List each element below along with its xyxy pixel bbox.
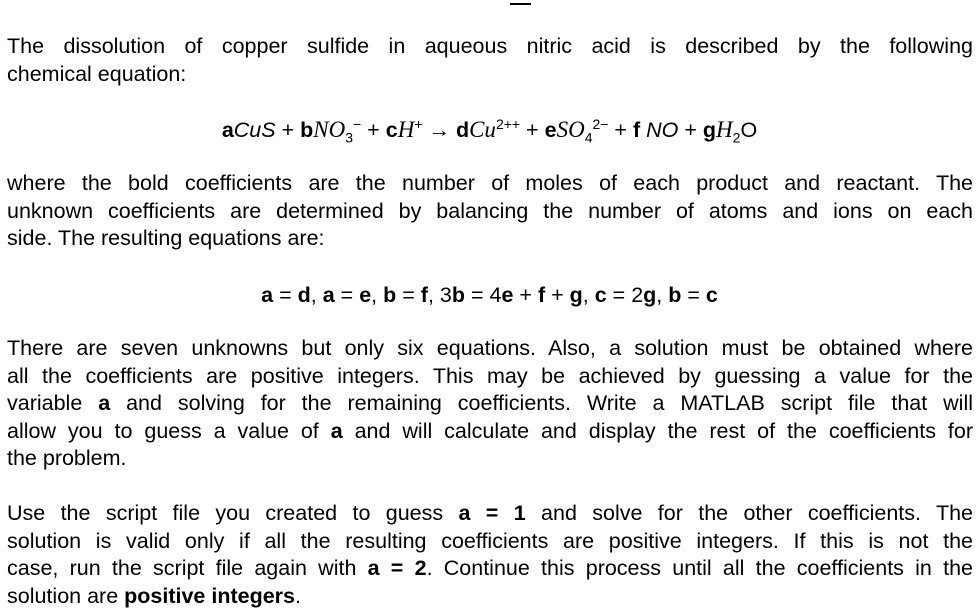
text-run: , — [582, 283, 595, 307]
text-run: case, run the script file again with — [7, 556, 368, 580]
bold-text: a — [261, 283, 274, 307]
paragraph — [7, 170, 973, 253]
text-line — [7, 61, 973, 89]
text-run: = — [396, 283, 421, 307]
text-run: allow you to guess a value of — [7, 418, 331, 443]
bold-text: g — [702, 118, 717, 142]
bold-text: f — [420, 283, 428, 307]
text-run: , — [656, 283, 669, 307]
text-run: + — [608, 118, 633, 142]
text-run: , — [371, 283, 384, 307]
text-run: = 2 — [606, 283, 644, 307]
text-run: and will calculate and display the rest of the coefficients for — [342, 418, 973, 443]
text-run: + — [361, 118, 386, 142]
text-run: = 4 — [464, 283, 502, 307]
chemical-equation — [0, 115, 979, 145]
text-run: + — [678, 118, 703, 142]
superscript: + — [414, 115, 423, 132]
text-run: The dissolution of copper sulfide in aqueous nitric acid is described by the following — [7, 34, 973, 58]
text-line — [7, 33, 973, 61]
text-run: + — [513, 283, 538, 307]
bold-text: a = 1 — [458, 501, 526, 525]
text-run: CuS — [233, 118, 276, 142]
text-run: H — [716, 117, 733, 142]
text-run: all the coefficients are positive integers. This may be achieved by guessing a value for the — [7, 363, 973, 388]
text-run: + — [275, 118, 301, 142]
text-line — [7, 500, 973, 528]
text-line — [7, 418, 973, 446]
text-line — [7, 198, 973, 226]
bold-text: d — [297, 283, 311, 307]
bold-text: g — [643, 283, 657, 307]
bold-text: a — [98, 391, 111, 415]
bold-text: c — [385, 118, 398, 142]
bold-text: b — [300, 118, 314, 142]
text-run: and solving for the remaining coefficients. Write a MATLAB script file that will — [110, 391, 973, 415]
text-run: . — [295, 583, 301, 608]
text-run: . Continue this process until all the coefficients in the — [426, 556, 973, 580]
bold-text: d — [455, 118, 470, 142]
bold-text: g — [569, 283, 583, 307]
text-line — [7, 445, 973, 473]
bold-text: e — [501, 283, 514, 307]
text-run: Cu — [469, 117, 496, 142]
bold-text: b — [383, 283, 397, 307]
bold-text: a — [330, 418, 343, 443]
paragraph — [7, 335, 973, 473]
text-run: unknown coefficients are determined by balancing the number of atoms and ions on each — [7, 198, 973, 223]
text-line — [7, 528, 973, 556]
text-run: + — [545, 283, 570, 307]
bold-text: c — [594, 283, 607, 307]
superscript: 2++ — [495, 115, 521, 132]
superscript: − — [353, 115, 362, 132]
bold-text: f — [537, 283, 546, 307]
text-run: solution are — [7, 583, 125, 608]
text-run: There are seven unknowns but only six equations. Also, a solution must be obtained where — [7, 336, 973, 360]
subscript: 3 — [345, 129, 354, 146]
text-run: H — [397, 117, 415, 142]
bold-text: c — [705, 283, 718, 307]
top-divider-mark — [510, 3, 531, 5]
text-line — [7, 583, 973, 611]
text-run: chemical equation: — [7, 61, 187, 86]
text-line — [7, 170, 973, 198]
text-line — [7, 363, 973, 391]
text-run: , 3 — [427, 283, 452, 307]
text-run: O — [740, 118, 758, 142]
bold-text: positive integers — [124, 583, 295, 608]
text-line — [7, 335, 973, 363]
text-run: variable — [7, 391, 99, 415]
bold-text: e — [359, 283, 372, 307]
bold-text: a — [322, 283, 335, 307]
bold-text: a = 2 — [367, 556, 427, 580]
text-run: Use the script file you created to guess — [7, 501, 459, 525]
text-line — [7, 225, 973, 253]
paragraph — [7, 500, 973, 610]
text-run: → — [422, 118, 456, 142]
subscript: 4 — [584, 129, 593, 146]
text-run: NO — [640, 118, 679, 142]
text-run: = — [681, 283, 706, 307]
bold-text: e — [544, 118, 557, 142]
subscript: 2 — [732, 129, 741, 146]
text-run: NO — [313, 117, 346, 142]
text-run: where the bold coefficients are the number of moles of each product and reactant. The — [7, 171, 973, 195]
bold-text: b — [451, 283, 465, 307]
text-run: solution is valid only if all the resulting coefficients are positive integers. If this is not the — [7, 528, 973, 553]
text-line — [7, 555, 973, 583]
bold-text: a — [221, 118, 234, 142]
text-run: SO — [556, 117, 585, 142]
bold-text: f — [632, 118, 641, 142]
text-run: = — [334, 283, 360, 307]
bold-text: b — [668, 283, 682, 307]
text-run: side. The resulting equations are: — [7, 226, 325, 250]
text-run: the problem. — [7, 446, 127, 470]
superscript: 2− — [592, 115, 609, 132]
balance-equations — [0, 280, 979, 310]
text-run: , — [310, 283, 323, 307]
text-run: = — [273, 283, 298, 307]
paragraph — [7, 33, 973, 88]
text-line — [7, 390, 973, 418]
text-run: and solve for the other coefficients. The — [525, 501, 973, 525]
text-run: + — [520, 118, 545, 142]
